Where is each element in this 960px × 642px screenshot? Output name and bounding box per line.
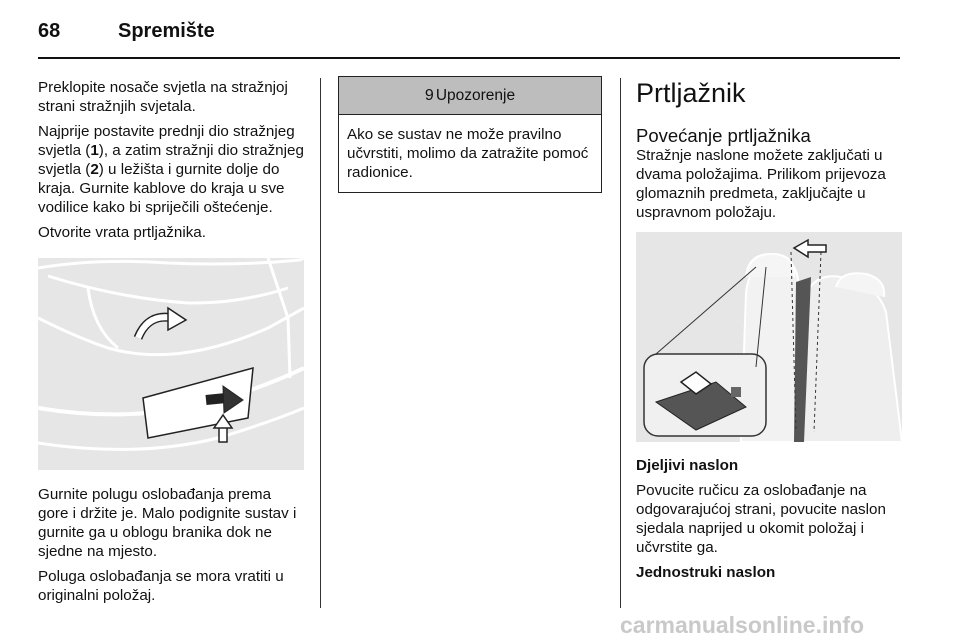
paragraph: Najprije postavite prednji dio stražnjeg svjetla (1), a zatim stražnji dio stražnjeg svjetla (2) u ležišta i gurnite dolje do kraja. Gurnite kablove do kraja u sve vodilice kako bi spriječili oštećenje.: [38, 123, 304, 216]
column-1-upper: [38, 78, 304, 248]
warning-box: [338, 76, 602, 193]
column-divider: [320, 78, 321, 608]
column-1-lower: [38, 485, 304, 611]
watermark: carmanualsonline.info: [620, 612, 865, 638]
column-3-lower: [636, 456, 906, 588]
column-divider: [620, 78, 621, 608]
warning-body: Ako se sustav ne može pravilno učvrstiti, molimo da zatražite pomoć radionice.: [347, 126, 589, 181]
paragraph: Poluga oslobađanja se mora vratiti u originalni položaj.: [38, 568, 284, 604]
chapter-title: Spremište: [118, 20, 215, 42]
page-number: 68: [38, 20, 61, 42]
subheading: Jednostruki naslon: [636, 564, 776, 581]
rear-seat-illustration: [636, 232, 902, 442]
column-3: [636, 78, 902, 228]
subheading: Djeljivi naslon: [636, 457, 739, 474]
tailgate-illustration: [38, 258, 304, 470]
paragraph: Povucite ručicu za oslobađanje na odgovarajućoj strani, povucite naslon sjedala naprijed u okomit položaj i učvrstite ga.: [636, 482, 886, 556]
paragraph: Preklopite nosače svjetla na stražnjoj strani stražnjih svjetala.: [38, 79, 288, 115]
header-rule: [38, 57, 900, 59]
warning-header: [339, 77, 601, 115]
warning-icon: 9: [424, 86, 434, 104]
section-title: Prtljažnik: [636, 78, 746, 108]
subsection-title: Povećanje prtljažnika: [636, 125, 811, 146]
paragraph: Otvorite vrata prtljažnika.: [38, 224, 206, 241]
warning-title: Upozorenje: [435, 86, 516, 104]
paragraph: Gurnite polugu oslobađanja prema gore i držite je. Malo podignite sustav i gurnite ga u oblogu branika dok ne sjedne na mjesto.: [38, 486, 297, 560]
paragraph: Stražnje naslone možete zaključati u dvama položajima. Prilikom prijevoza glomaznih predmeta, zaključajte u uspravnom položaju.: [636, 147, 886, 221]
